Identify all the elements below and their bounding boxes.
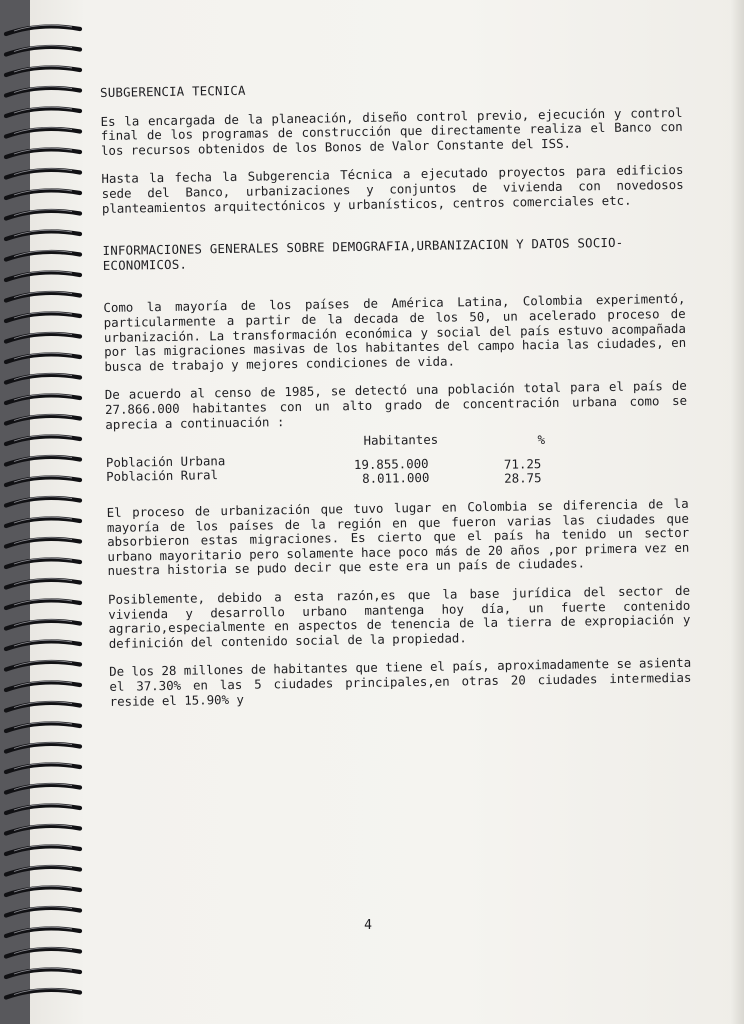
- document-page: [28, 0, 744, 1024]
- paragraph-migration-cities: El proceso de urbanización que tuvo lugar en Colombia se diferencia de la mayoría de los países de la región en que fueron varias las ciudades que absorbieron estas migraciones. Es cierto que el país ha tenido un sector urbano mayoritario pero solamente hace poco más de 20 años ,por primera vez en nuestra historia se pudo decir que este era un país de ciudades.: [106, 495, 690, 579]
- paragraph-subgerencia-description: Es la encargada de la planeación, diseño control previo, ejecución y control final de los programas de construcción que directamente realiza el Banco con los recursos obtenidos de los Bonos de Valor Constante del ISS.: [100, 104, 683, 158]
- table-cell-percent-urbana: 71.25: [503, 456, 542, 472]
- spiral-binding: [0, 0, 90, 1024]
- paragraph-population-distribution: De los 28 millones de habitantes que tiene el país, aproximadamente se asienta el 37.30% en las 5 ciudades principales,en otras 20 ciudades intermedias reside el 15.90% y: [109, 655, 692, 709]
- table-row-label-urbana: Población Urbana: [105, 453, 226, 471]
- table-header-percent: %: [537, 432, 546, 448]
- paragraph-legal-basis: Posiblemente, debido a esta razón,es que la base jurídica del sector de vivienda y desarrollo urbano mantenga hoy día, un fuerte contenido agrario,especialmente en aspectos de tenencia de la tierra de expropiación y definición del contenido social de la propiedad.: [107, 582, 691, 651]
- page-number: 4: [364, 918, 372, 933]
- paragraph-census-1985: De acuerdo al censo de 1985, se detectó una población total para el país de 27.866.000 habitantes con un alto grado de concentración urbana como se aprecia a continuación :: [104, 378, 688, 432]
- table-header-habitantes: Habitantes: [363, 431, 439, 448]
- paragraph-urbanization-process: Como la mayoría de los países de América Latina, Colombia experimentó, particularmente a partir de la decada de los 50, un acelerado proceso de urbanización. La transformación económica y social del país estuvo acompañada por las migraciones masivas de los habitantes del campo hacia las ciudades, en busca de trabajo y mejores condiciones de vida.: [103, 291, 687, 374]
- table-cell-habitantes-rural: 8.011.000: [362, 469, 430, 487]
- paragraph-subgerencia-projects: Hasta la fecha la Subgerencia Técnica a ejecutado proyectos para edificios sede del Banco, urbanizaciones y conjuntos de vivienda con novedosos planteamientos arquitectónicos y urbanísticos, centros comerciales etc.: [101, 162, 684, 216]
- section-heading-demografia: INFORMACIONES GENERALES SOBRE DEMOGRAFIA,URBANIZACION Y DATOS SOCIO-ECONOMICOS.: [102, 234, 624, 273]
- population-table: [105, 423, 688, 492]
- table-cell-percent-rural: 28.75: [504, 470, 542, 486]
- table-row-label-rural: Población Rural: [106, 467, 219, 485]
- document-body: [100, 77, 692, 709]
- page-edge: [730, 0, 744, 1024]
- section-heading-subgerencia: SUBGERENCIA TECNICA: [99, 82, 246, 100]
- table-cell-habitantes-urbana: 19.855.000: [353, 455, 429, 473]
